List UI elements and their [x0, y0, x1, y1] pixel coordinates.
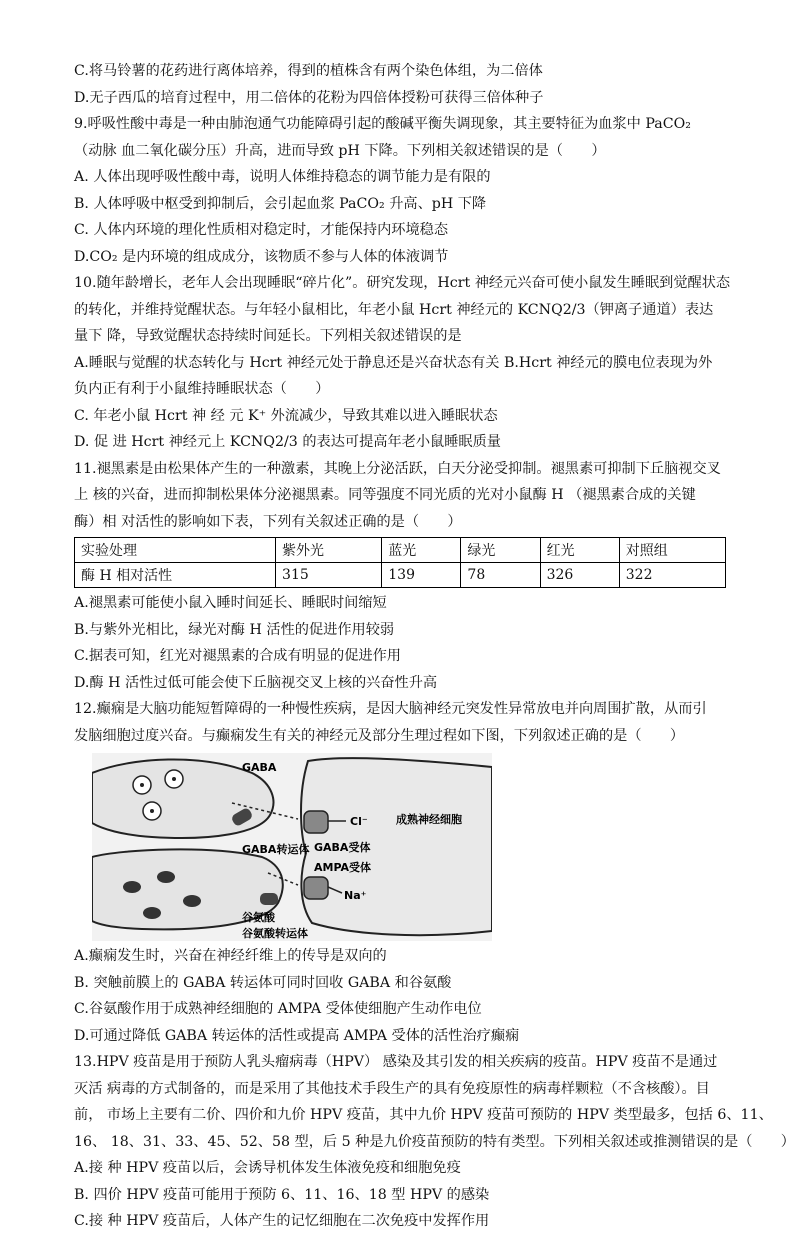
label-cl: Cl⁻: [350, 815, 368, 828]
option-a-b: A.睡眠与觉醒的状态转化与 Hcrt 神经元处于静息还是兴奋状态有关 B.Hcrt 神经元的膜电位表现为外: [74, 354, 713, 371]
question-stem: 发脑细胞过度兴奋。与癫痫发生有关的神经元及部分生理过程如下图，下列叙述正确的是（ ）: [74, 727, 685, 744]
question-stem: 酶）相 对活性的影响如下表，下列有关叙述正确的是（ ）: [74, 513, 462, 530]
question-stem: 前， 市场上主要有二价、四价和九价 HPV 疫苗，其中九价 HPV 疫苗可预防的 HPV 类型最多，包括 6、11、: [74, 1107, 773, 1123]
option-d: D.CO₂ 是内环境的组成成分，该物质不参与人体的体液调节: [74, 248, 449, 265]
table-cell: 326: [540, 563, 619, 588]
question-10: [74, 270, 731, 456]
question-stem: 16、 18、31、33、45、52、58 型，后 5 种是九价疫苗预防的特有类型。下列相关叙述或推测错误的是（ ）: [74, 1133, 795, 1150]
question-stem: 9.呼吸性酸中毒是一种由肺泡通气功能障碍引起的酸碱平衡失调现象，其主要特征为血浆中 PaCO₂: [74, 116, 691, 132]
option-b: B. 人体呼吸中枢受到抑制后，会引起血浆 PaCO₂ 升高、pH 下降: [74, 195, 487, 212]
table-cell: 78: [461, 563, 540, 588]
question-9: [74, 111, 726, 270]
question-stem: 11.褪黑素是由松果体产生的一种激素，其晚上分泌活跃，白天分泌受抑制。褪黑素可抑制下丘脑视交叉: [74, 460, 721, 477]
option-a: A.癫痫发生时，兴奋在神经纤维上的传导是双向的: [74, 948, 387, 964]
question-stem: 灭活 病毒的方式制备的，而是采用了其他技术手段生产的具有免疫原性的病毒样颗粒（不含核酸）。目: [74, 1080, 710, 1097]
option-b: B. 突触前膜上的 GABA 转运体可同时回收 GABA 和谷氨酸: [74, 974, 452, 991]
option-b: B. 四价 HPV 疫苗可能用于预防 6、11、16、18 型 HPV 的感染: [74, 1186, 490, 1203]
exam-page: [74, 58, 795, 1235]
option-d: D.可通过降低 GABA 转运体的活性或提高 AMPA 受体的活性治疗癫痫: [74, 1027, 520, 1044]
option-b-cont: 负内正有利于小鼠维持睡眠状态（ ）: [74, 381, 330, 397]
question-stem: 12.癫痫是大脑功能短暂障碍的一种慢性疾病，是因大脑神经元突发性异常放电并向周围扩散，从而引: [74, 701, 707, 717]
question-stem: （动脉 血二氧化碳分压）升高，进而导致 pH 下降。下列相关叙述错误的是（ ）: [74, 142, 606, 159]
option-c: C.据表可知，红光对褪黑素的合成有明显的促进作用: [74, 648, 401, 664]
table-header-cell: 对照组: [619, 538, 725, 563]
option-c: C.接 种 HPV 疫苗后，人体产生的记忆细胞在二次免疫中发挥作用: [74, 1213, 490, 1229]
glutamate-vesicle: [157, 871, 175, 883]
option-a: A.接 种 HPV 疫苗以后，会诱导机体发生体液免疫和细胞免疫: [74, 1160, 461, 1176]
table-header-cell: 紫外光: [276, 538, 382, 563]
option-b: B.与紫外光相比，绿光对酶 H 活性的促进作用较弱: [74, 621, 395, 638]
table-row: [75, 563, 726, 588]
question-11: [74, 456, 726, 697]
label-gaba-transporter: GABA转运体: [242, 843, 310, 856]
synapse-svg: [92, 753, 492, 941]
synapse-diagram: [92, 753, 492, 941]
option-c: C.谷氨酸作用于成熟神经细胞的 AMPA 受体使细胞产生动作电位: [74, 1001, 482, 1017]
table-cell: 315: [276, 563, 382, 588]
table-header-cell: 红光: [540, 538, 619, 563]
label-gaba-receptor: GABA受体: [314, 841, 371, 854]
table-header-cell: 蓝光: [382, 538, 461, 563]
glutamate-vesicle: [123, 881, 141, 893]
text-line: D.无子西瓜的培育过程中，用二倍体的花粉为四倍体授粉可获得三倍体种子: [74, 89, 544, 106]
table-header-cell: 实验处理: [75, 538, 276, 563]
table-cell: 酶 H 相对活性: [75, 563, 276, 588]
label-gaba: GABA: [242, 761, 277, 774]
question-stem: 量下 降，导致觉醒状态持续时间延长。下列相关叙述错误的是: [74, 328, 462, 344]
glu-transporter-shape: [260, 893, 278, 905]
question-12: [74, 696, 726, 1049]
label-glutamate: 谷氨酸: [242, 911, 275, 924]
gaba-receptor-shape: [304, 811, 328, 833]
question-stem: 的转化，并维持觉醒状态。与年轻小鼠相比，年老小鼠 Hcrt 神经元的 KCNQ2/3（钾离子通道）表达: [74, 301, 714, 318]
question-stem: 13.HPV 疫苗是用于预防人乳头瘤病毒（HPV） 感染及其引发的相关疾病的疫苗。HPV 疫苗不是通过: [74, 1054, 718, 1070]
option-c: C. 人体内环境的理化性质相对稳定时，才能保持内环境稳态: [74, 222, 449, 238]
glutamate-vesicle: [143, 907, 161, 919]
option-a: A.褪黑素可能使小鼠入睡时间延长、睡眠时间缩短: [74, 595, 387, 611]
option-c: C. 年老小鼠 Hcrt 神 经 元 K⁺ 外流减少，导致其难以进入睡眠状态: [74, 407, 498, 424]
question-stem: 10.随年龄增长，老年人会出现睡眠“碎片化”。研究发现，Hcrt 神经元兴奋可使小鼠发生睡眠到觉醒状态: [74, 275, 731, 291]
label-na: Na⁺: [344, 889, 367, 902]
text-line: C.将马铃薯的花药进行离体培养，得到的植株含有两个染色体组，为二倍体: [74, 63, 543, 79]
question-13: [74, 1049, 795, 1235]
label-glu-transporter: 谷氨酸转运体: [242, 927, 308, 940]
option-d: D.酶 H 活性过低可能会使下丘脑视交叉上核的兴奋性升高: [74, 674, 438, 691]
table-cell: 139: [382, 563, 461, 588]
ampa-receptor-shape: [304, 877, 328, 899]
option-a: A. 人体出现呼吸性酸中毒，说明人体维持稳态的调节能力是有限的: [74, 169, 491, 185]
label-mature-neuron: 成熟神经细胞: [396, 813, 462, 826]
question-stem: 上 核的兴奋，进而抑制松果体分泌褪黑素。同等强度不同光质的光对小鼠酶 H （褪黑素合成的关键: [74, 487, 696, 503]
table-header-row: [75, 538, 726, 563]
table-header-cell: 绿光: [461, 538, 540, 563]
table-cell: 322: [619, 563, 725, 588]
enzyme-activity-table: [74, 537, 726, 588]
option-d: D. 促 进 Hcrt 神经元上 KCNQ2/3 的表达可提高年老小鼠睡眠质量: [74, 434, 501, 450]
glutamate-vesicle: [183, 895, 201, 907]
label-ampa-receptor: AMPA受体: [314, 861, 372, 874]
